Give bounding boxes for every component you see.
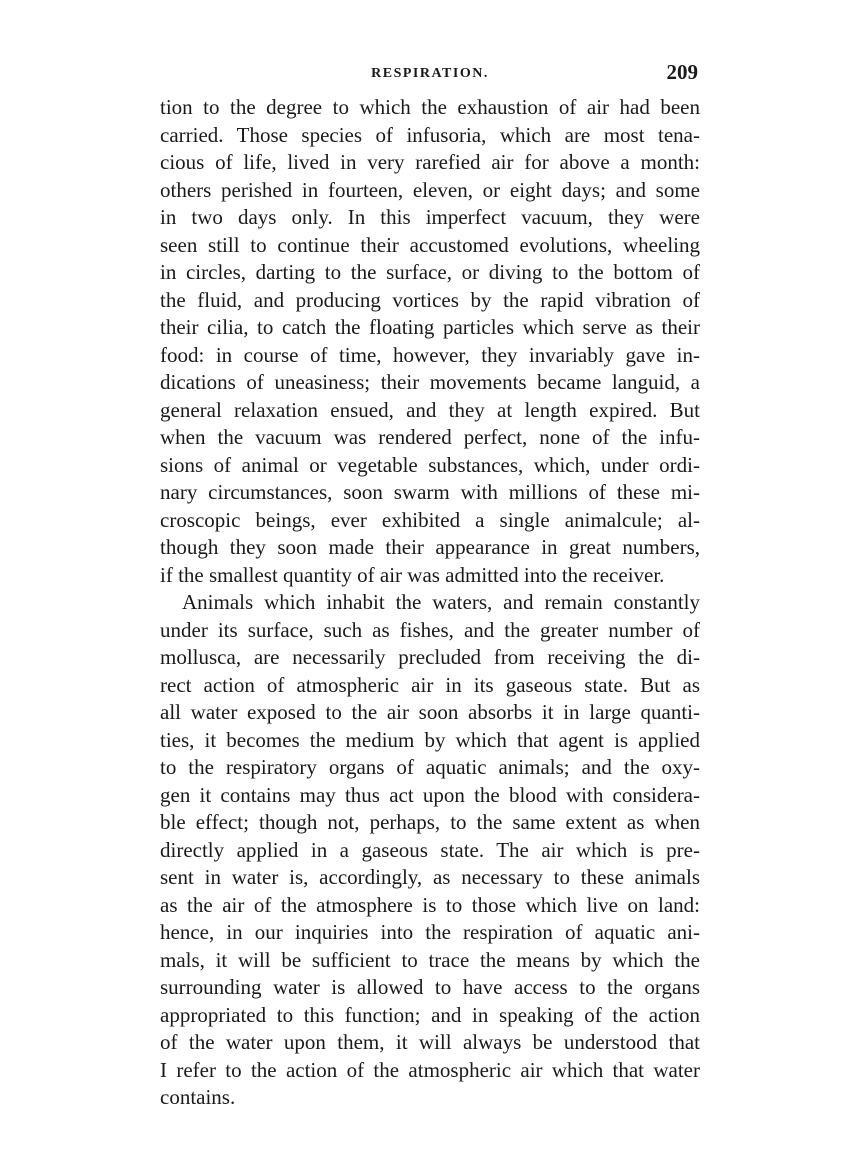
text-line: ble effect; though not, perhaps, to the same extent as when [160, 810, 700, 834]
text-line: of the water upon them, it will always be understood that [160, 1030, 700, 1054]
text-line: I refer to the action of the atmospheric air which that water [160, 1057, 700, 1082]
text-line: contains. [160, 1085, 236, 1109]
text-line: to the respiratory organs of aquatic animals; and the oxy- [160, 755, 700, 779]
text-line: surrounding water is allowed to have access to the organs [160, 975, 700, 999]
text-line: others perished in fourteen, eleven, or eight days; and some [160, 177, 700, 202]
text-line: directly applied in a gaseous state. The air which is pre- [160, 837, 700, 862]
text-line: when the vacuum was rendered perfect, none of the infu- [160, 425, 700, 449]
text-line: tion to the degree to which the exhaustion of air had been [160, 95, 700, 119]
text-line: the fluid, and producing vortices by the rapid vibration of [160, 287, 700, 312]
text-line: ties, it becomes the medium by which that agent is applied [160, 727, 700, 752]
text-line: their cilia, to catch the floating particles which serve as their [160, 315, 700, 339]
running-title: RESPIRATION. [371, 66, 489, 81]
text-line: in circles, darting to the surface, or diving to the bottom of [160, 260, 700, 284]
text-line: as the air of the atmosphere is to those which live on land: [160, 892, 700, 917]
text-line: sions of animal or vegetable substances, which, under ordi- [160, 452, 700, 477]
text-line: general relaxation ensued, and they at length expired. But [160, 397, 700, 422]
text-line: in two days only. In this imperfect vacuum, they were [160, 205, 700, 229]
text-line: mals, it will be sufficient to trace the means by which the [160, 947, 700, 972]
text-line: food: in course of time, however, they invariably gave in- [160, 342, 700, 367]
body-text [160, 94, 700, 1112]
text-line: sent in water is, accordingly, as necessary to these animals [160, 865, 700, 889]
text-line: under its surface, such as fishes, and the greater number of [160, 617, 700, 642]
text-line: gen it contains may thus act upon the blood with considera- [160, 782, 700, 807]
text-line: if the smallest quantity of air was admitted into the receiver. [160, 562, 665, 587]
text-line: carried. Those species of infusoria, which are most tena- [160, 122, 700, 147]
text-line: seen still to continue their accustomed evolutions, wheeling [160, 232, 700, 257]
text-line: cious of life, lived in very rarefied air for above a month: [160, 150, 700, 174]
text-line: mollusca, are necessarily precluded from receiving the di- [160, 645, 700, 669]
paragraph-2 [160, 589, 700, 1112]
text-line: appropriated to this function; and in speaking of the action [160, 1002, 700, 1027]
paragraph-1 [160, 94, 700, 589]
text-line: hence, in our inquiries into the respiration of aquatic ani- [160, 920, 700, 944]
text-line: all water exposed to the air soon absorbs it in large quanti- [160, 700, 700, 724]
text-line: Animals which inhabit the waters, and remain constantly [182, 590, 700, 614]
text-line: rect action of atmospheric air in its gaseous state. But as [160, 672, 700, 697]
running-header [160, 60, 700, 86]
page-number: 209 [666, 60, 698, 84]
text-line: though they soon made their appearance in great numbers, [160, 535, 700, 559]
text-line: dications of uneasiness; their movements became languid, a [160, 370, 700, 394]
text-line: croscopic beings, ever exhibited a single animalcule; al- [160, 507, 700, 532]
text-line: nary circumstances, soon swarm with millions of these mi- [160, 480, 700, 504]
